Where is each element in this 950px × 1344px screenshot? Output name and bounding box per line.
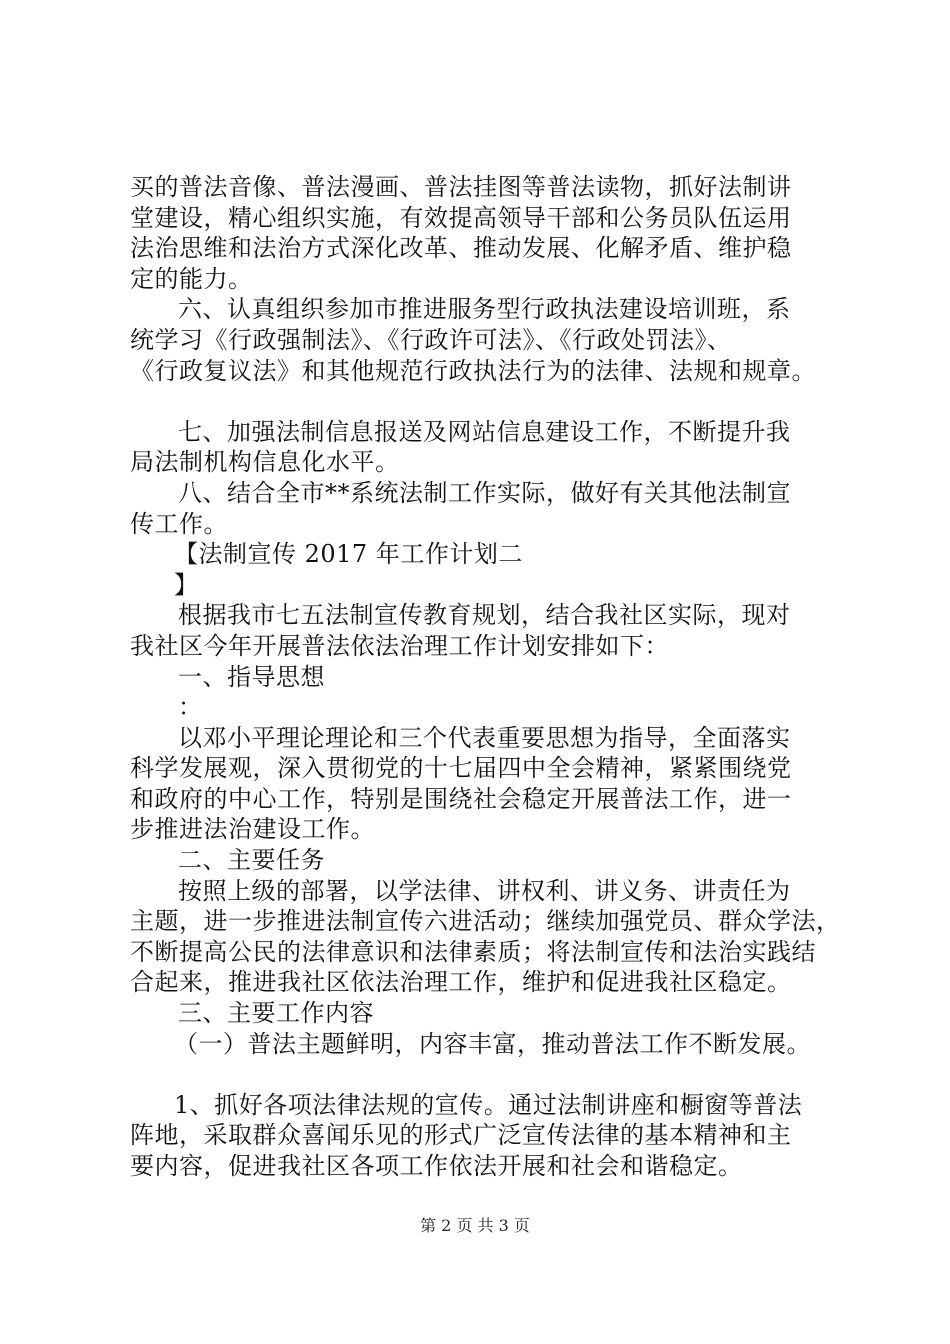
text-line: 我社区今年开展普法依法治理工作计划安排如下： bbox=[130, 631, 669, 660]
text-line: 法治思维和法治方式深化改革、推动发展、化解矛盾、维护稳 bbox=[130, 234, 792, 263]
subheading: 二、主要任务 bbox=[178, 846, 325, 875]
blank-line bbox=[130, 386, 850, 417]
text-line: 八、结合全市**系统法制工作实际，做好有关其他法制宣 bbox=[178, 478, 791, 507]
subheading: 一、指导思想 bbox=[178, 662, 325, 691]
text-line: （一）普法主题鲜明，内容丰富，推动普法工作不断发展。 bbox=[174, 1029, 811, 1058]
text-line: 1、抓好各项法律法规的宣传。通过法制讲座和橱窗等普法 bbox=[174, 1090, 803, 1119]
text-line: ： bbox=[178, 693, 203, 722]
blank-line bbox=[130, 1059, 850, 1090]
text-line: 堂建设，精心组织实施，有效提高领导干部和公务员队伍运用 bbox=[130, 203, 792, 232]
text-line: 七、加强法制信息报送及网站信息建设工作，不断提升我 bbox=[178, 417, 791, 446]
text-line: 局法制机构信息化水平。 bbox=[130, 448, 400, 477]
text-line: 合起来，推进我社区依法治理工作，维护和促进我社区稳定。 bbox=[130, 968, 792, 997]
subheading: 三、主要工作内容 bbox=[178, 999, 374, 1028]
text-line: 根据我市七五法制宣传教育规划，结合我社区实际，现对 bbox=[178, 601, 791, 630]
section-heading: 【法制宣传 2017 年工作计划二 bbox=[174, 540, 523, 569]
page-footer: 第 2 页 共 3 页 bbox=[420, 1216, 530, 1235]
text-line: 主题，进一步推进法制宣传六进活动；继续加强党员、群众学法， bbox=[130, 907, 841, 936]
document-body bbox=[130, 172, 850, 1182]
text-line: 阵地，采取群众喜闻乐见的形式广泛宣传法律的基本精神和主 bbox=[130, 1121, 792, 1150]
text-line: 步推进法治建设工作。 bbox=[130, 815, 375, 844]
text-line: 和政府的中心工作，特别是围绕社会稳定开展普法工作，进一 bbox=[130, 784, 792, 813]
section-heading-bracket: 】 bbox=[174, 570, 199, 599]
text-line: 传工作。 bbox=[130, 509, 228, 538]
text-line: 定的能力。 bbox=[130, 264, 253, 293]
text-line: 六、认真组织参加市推进服务型行政执法建设培训班，系 bbox=[178, 295, 791, 324]
text-line: 要内容，促进我社区各项工作依法开展和社会和谐稳定。 bbox=[130, 1152, 743, 1180]
text-line: 统学习《行政强制法》、《行政许可法》、《行政处罚法》、 bbox=[130, 325, 732, 354]
text-line: 按照上级的部署，以学法律、讲权利、讲义务、讲责任为 bbox=[178, 876, 791, 905]
text-line: 科学发展观，深入贯彻党的十七届四中全会精神，紧紧围绕党 bbox=[130, 754, 792, 783]
text-line: 《行政复议法》和其他规范行政执法行为的法律、法规和规章。 bbox=[130, 356, 816, 385]
text-line: 买的普法音像、普法漫画、普法挂图等普法读物，抓好法制讲 bbox=[130, 173, 792, 201]
text-line: 以邓小平理论理论和三个代表重要思想为指导，全面落实 bbox=[178, 723, 791, 752]
text-line: 不断提高公民的法律意识和法律素质；将法制宣传和法治实践结 bbox=[130, 937, 816, 966]
